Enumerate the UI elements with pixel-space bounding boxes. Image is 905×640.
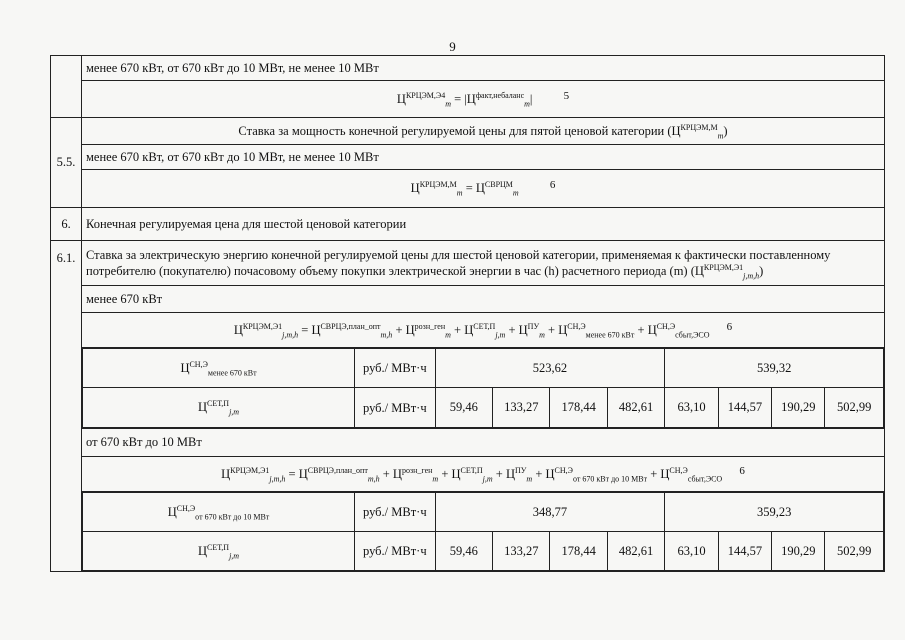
value-cell: 178,44 bbox=[550, 532, 607, 571]
formula-cell bbox=[82, 457, 885, 492]
value-cell: 133,27 bbox=[493, 388, 550, 428]
value-cell: 190,29 bbox=[772, 388, 825, 428]
value-cell: 502,99 bbox=[825, 388, 884, 428]
value-cell: 144,57 bbox=[718, 532, 771, 571]
band-text: от 670 кВт до 10 МВт bbox=[82, 429, 885, 457]
values-table-lt670 bbox=[82, 348, 884, 428]
item-number: 6. bbox=[51, 208, 82, 241]
formula-cell bbox=[82, 313, 885, 348]
value-cell: 482,61 bbox=[607, 532, 664, 571]
value-cell: 482,61 bbox=[607, 388, 664, 428]
row-heading: Ставка за электрическую энергию конечной регулируемой цены для шестой ценовой категории, применяемая к фактически поставленному потребителю (покупателю) почасовому объему покупки электрической энергии в час (h) расчетного периода (m) $(Ц^{КРЦЭМ,Э1}_{j,m,h})$ bbox=[82, 241, 885, 286]
row-heading: Ставка за мощность конечной регулируемой цены для пятой ценовой категории $(Ц^{КРЦЭМ,М}_m)$ bbox=[82, 118, 885, 145]
values-table-670-10 bbox=[82, 492, 884, 571]
unit-cell: руб./ МВт·ч bbox=[355, 532, 436, 571]
formula-krcem-m: $Ц^{КРЦЭМ,М}_m = Ц^{СВРЦМ}_m$ bbox=[410, 179, 519, 198]
value-cell: 178,44 bbox=[550, 388, 607, 428]
band-text: менее 670 кВт, от 670 кВт до 10 МВт, не менее 10 МВт bbox=[82, 145, 885, 170]
unit-cell: руб./ МВт·ч bbox=[355, 349, 436, 388]
footnote-marker: 5 bbox=[563, 89, 570, 102]
footnote-marker: 6 bbox=[726, 320, 733, 333]
value-cell: 523,62 bbox=[435, 349, 665, 388]
value-cell: 190,29 bbox=[772, 532, 825, 571]
value-cell: 502,99 bbox=[825, 532, 884, 571]
value-cell: 348,77 bbox=[435, 493, 665, 532]
symbol-cell: $Ц^{СН,Э}_{от 670 кВт до 10 МВт}$ bbox=[83, 493, 355, 532]
value-cell: 63,10 bbox=[665, 388, 718, 428]
footnote-marker: 6 bbox=[549, 179, 556, 191]
unit-cell: руб./ МВт·ч bbox=[355, 493, 436, 532]
band-text: менее 670 кВт, от 670 кВт до 10 МВт, не менее 10 МВт bbox=[82, 56, 885, 81]
row-heading: Конечная регулируемая цена для шестой ценовой категории bbox=[82, 208, 885, 241]
formula-cell bbox=[82, 81, 885, 118]
symbol-cell: $Ц^{СЕТ,П}_{j,m}$ bbox=[83, 532, 355, 571]
value-cell: 144,57 bbox=[718, 388, 771, 428]
values-table-cell bbox=[82, 492, 885, 572]
value-cell: 59,46 bbox=[435, 388, 492, 428]
formula-krcem-e1-lt670: $Ц^{КРЦЭМ,Э1}_{j,m,h} = Ц^{СВРЦЭ,план\_опт}_{m,h} + Ц^{розн\_ген}_m + Ц^{СЕТ,П}_{j,m} + Ц^{ПУ}_m + Ц^{СН,Э}_{менее 670 кВт} + Ц^{СН,Э}_{сбыт,ЭСО}$ bbox=[233, 321, 710, 339]
value-cell: 63,10 bbox=[665, 532, 718, 571]
item-number: 6.1. bbox=[51, 241, 82, 572]
page-number: 9 bbox=[449, 39, 456, 54]
value-cell: 133,27 bbox=[493, 532, 550, 571]
formula-krcem-e4: $Ц^{КРЦЭМ,Э4}_m = |Ц^{факт,небаланс}_m|$ bbox=[396, 90, 533, 108]
symbol-cell: $Ц^{СН,Э}_{менее 670 кВт}$ bbox=[83, 349, 355, 388]
formula-krcem-e1-670-10: $Ц^{КРЦЭМ,Э1}_{j,m,h} = Ц^{СВРЦЭ,план\_опт}_{m,h} + Ц^{розн\_ген}_m + Ц^{СЕТ,П}_{j,m} + Ц^{ПУ}_m + Ц^{СН,Э}_{от 670 кВт до 10 МВт} + Ц^{СН,Э}_{сбыт,ЭСО}$ bbox=[221, 465, 723, 483]
formula-cell bbox=[82, 170, 885, 208]
value-cell: 59,46 bbox=[435, 532, 492, 571]
tariff-table bbox=[50, 55, 884, 581]
footnote-marker: 6 bbox=[739, 464, 745, 477]
values-table-cell bbox=[82, 348, 885, 429]
value-cell: 359,23 bbox=[665, 493, 884, 532]
symbol-cell: $Ц^{СЕТ,П}_{j,m}$ bbox=[83, 388, 355, 428]
item-number: 5.5. bbox=[51, 118, 82, 208]
band-text: менее 670 кВт bbox=[82, 286, 885, 313]
unit-cell: руб./ МВт·ч bbox=[355, 388, 436, 428]
value-cell: 539,32 bbox=[665, 349, 884, 388]
number-cell-empty bbox=[51, 56, 82, 118]
